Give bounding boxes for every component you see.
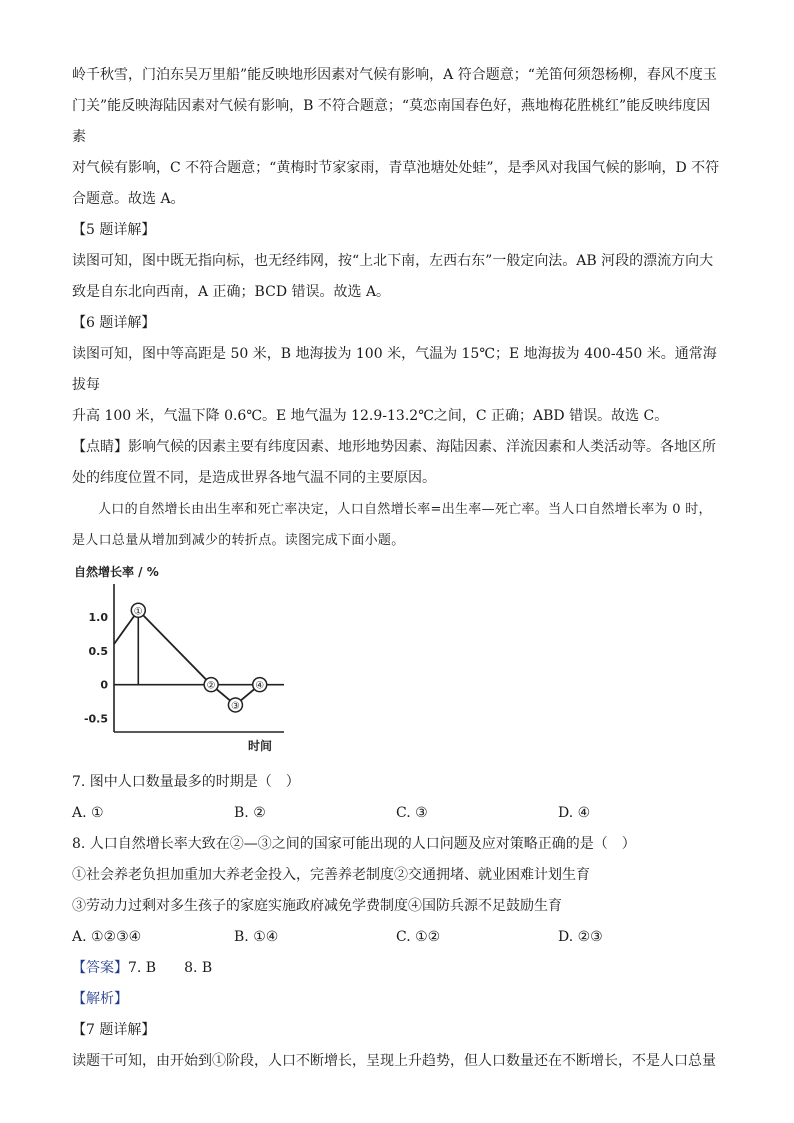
point-label: ④ <box>255 680 265 692</box>
text-line: 读题干可知，由开始到①阶段，人口不断增长，呈现上升趋势，但人口数量还在不断增长，不是人口总量 <box>72 1053 716 1069</box>
document-page <box>72 60 722 1077</box>
text-line: 对气候有影响，C 不符合题意；“黄梅时节家家雨，青草池塘处处蛙”，是季风对我国气候的影响，D 不符 <box>72 160 720 176</box>
y-tick-label: -0.5 <box>83 712 108 726</box>
answer-text: 7. B 8. B <box>128 960 213 976</box>
population-growth-chart <box>72 560 722 765</box>
chart-svg <box>72 560 312 765</box>
option-a[interactable]: A. ① <box>72 805 104 821</box>
y-tick-label: 1.0 <box>88 611 108 625</box>
x-axis-label: 时间 <box>248 739 273 753</box>
y-tick-label: 0.5 <box>88 644 108 658</box>
text-line: 升高 100 米，气温下降 0.6℃。E 地气温为 12.9-13.2℃之间，C 正确；ABD 错误。故选 C。 <box>72 408 669 424</box>
option-b[interactable]: B. ② <box>234 805 266 821</box>
question-7-options <box>72 798 722 829</box>
section-heading-q6: 【6 题详解】 <box>72 315 156 331</box>
answer-line <box>72 953 722 984</box>
question-8-options <box>72 922 722 953</box>
option-c[interactable]: C. ③ <box>396 805 428 821</box>
point-label: ① <box>133 606 143 618</box>
text-line: 读图可知，图中等高距是 50 米，B 地海拔为 100 米，气温为 15℃；E 地海拔为 400-450 米。通常海拔每 <box>72 346 717 393</box>
option-d[interactable]: D. ④ <box>558 805 591 821</box>
analysis-tag: 【解析】 <box>72 991 128 1007</box>
y-axis-label: 自然增长率 / % <box>74 565 159 579</box>
question-8: 8. 人口自然增长率大致在②—③之间的国家可能出现的人口问题及应对策略正确的是（ ） <box>72 836 636 852</box>
question-8-statement: ③劳动力过剩对多生孩子的家庭实施政府减免学费制度④国防兵源不足鼓励生育 <box>72 898 562 914</box>
point-label: ③ <box>230 700 240 712</box>
text-line: 读图可知，图中既无指向标，也无经纬网，按“上北下南，左西右东”一般定向法。AB 河段的漂流方向大 <box>72 253 714 269</box>
question-8-statement: ①社会养老负担加重加大养老金投入，完善养老制度②交通拥堵、就业困难计划生育 <box>72 867 590 883</box>
tip-line: 处的纬度位置不同，是造成世界各地气温不同的主要原因。 <box>72 470 436 486</box>
question-stem: 是人口总量从增加到减少的转折点。读图完成下面小题。 <box>72 533 405 548</box>
option-b[interactable]: B. ①④ <box>234 929 279 945</box>
section-heading-q7: 【7 题详解】 <box>72 1022 156 1038</box>
question-stem: 人口的自然增长由出生率和死亡率决定，人口自然增长率=出生率—死亡率。当人口自然增长率为 0 时， <box>98 502 712 517</box>
series-line <box>114 610 260 705</box>
answer-tag: 【答案】 <box>72 960 128 976</box>
question-7: 7. 图中人口数量最多的时期是（ ） <box>72 774 300 790</box>
text-line: 致是自东北向西南，A 正确；BCD 错误。故选 A。 <box>72 284 391 300</box>
option-d[interactable]: D. ②③ <box>558 929 603 945</box>
tip-line: 【点睛】影响气候的因素主要有纬度因素、地形地势因素、海陆因素、洋流因素和人类活动等。各地区所 <box>72 439 716 455</box>
option-a[interactable]: A. ①②③④ <box>72 929 142 945</box>
option-c[interactable]: C. ①② <box>396 929 441 945</box>
point-label: ② <box>206 680 216 692</box>
text-line: 岭千秋雪，门泊东吴万里船”能反映地形因素对气候有影响，A 符合题意；“羌笛何须怨杨柳，春风不度玉 <box>72 67 717 83</box>
y-tick-label: 0 <box>100 678 108 692</box>
text-line: 门关”能反映海陆因素对气候有影响，B 不符合题意；“莫恋南国春色好，燕地梅花胜桃红”能反映纬度因素 <box>72 98 711 145</box>
text-line: 合题意。故选 A。 <box>72 191 185 207</box>
section-heading-q5: 【5 题详解】 <box>72 222 156 238</box>
